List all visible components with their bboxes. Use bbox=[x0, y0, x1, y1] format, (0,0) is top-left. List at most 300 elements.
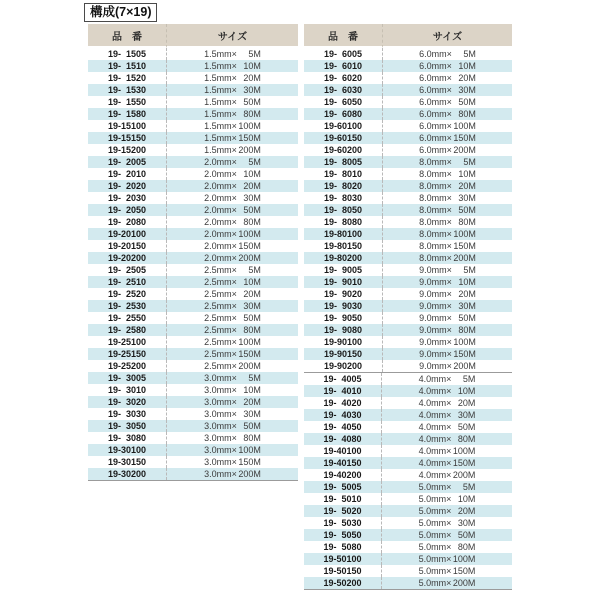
size-dimension: 2.0mm× bbox=[204, 253, 237, 263]
table-row bbox=[304, 348, 512, 360]
size-cell bbox=[382, 529, 512, 541]
size-length: 5M bbox=[248, 373, 261, 383]
size-dimension: 2.0mm× bbox=[204, 241, 237, 251]
size-length: 150M bbox=[238, 241, 261, 251]
size-cell bbox=[167, 276, 298, 288]
part-number-cell: 19- 2505 bbox=[88, 264, 167, 276]
size-dimension: 3.0mm× bbox=[204, 397, 237, 407]
size-cell bbox=[383, 312, 512, 324]
size-cell bbox=[167, 144, 298, 156]
size-dimension: 8.0mm× bbox=[419, 181, 452, 191]
table-row bbox=[88, 456, 298, 468]
table-row bbox=[304, 577, 512, 589]
size-dimension: 1.5mm× bbox=[204, 121, 237, 131]
size-cell bbox=[167, 396, 298, 408]
size-length: 30M bbox=[458, 85, 476, 95]
part-number-cell: 19-60100 bbox=[304, 120, 383, 132]
size-length: 30M bbox=[458, 301, 476, 311]
part-number-cell: 19- 5050 bbox=[304, 529, 382, 541]
size-cell bbox=[167, 444, 298, 456]
table-row bbox=[88, 252, 298, 264]
size-dimension: 8.0mm× bbox=[419, 217, 452, 227]
size-dimension: 8.0mm× bbox=[419, 253, 452, 263]
size-length: 30M bbox=[243, 193, 261, 203]
size-length: 80M bbox=[458, 217, 476, 227]
size-cell bbox=[167, 324, 298, 336]
size-length: 10M bbox=[243, 277, 261, 287]
table-row bbox=[88, 444, 298, 456]
size-cell bbox=[383, 264, 512, 276]
part-number-cell: 19- 2020 bbox=[88, 180, 167, 192]
size-dimension: 8.0mm× bbox=[419, 229, 452, 239]
size-length: 10M bbox=[243, 61, 261, 71]
table-row bbox=[88, 432, 298, 444]
part-number-cell: 19- 9050 bbox=[304, 312, 383, 324]
size-length: 200M bbox=[453, 145, 476, 155]
part-number-cell: 19- 8020 bbox=[304, 180, 383, 192]
size-length: 80M bbox=[243, 217, 261, 227]
part-number-cell: 19- 3050 bbox=[88, 420, 167, 432]
size-cell bbox=[167, 252, 298, 264]
size-length: 200M bbox=[452, 470, 476, 480]
size-length: 80M bbox=[458, 109, 476, 119]
part-number-cell: 19-15150 bbox=[88, 132, 167, 144]
table-row bbox=[304, 373, 512, 385]
part-number-cell: 19- 6050 bbox=[304, 96, 383, 108]
size-dimension: 3.0mm× bbox=[204, 469, 237, 479]
size-cell bbox=[167, 420, 298, 432]
size-length: 10M bbox=[458, 169, 476, 179]
size-length: 150M bbox=[453, 349, 476, 359]
size-cell bbox=[167, 288, 298, 300]
size-dimension: 5.0mm× bbox=[418, 542, 452, 552]
table-row bbox=[88, 420, 298, 432]
part-number-cell: 19-25150 bbox=[88, 348, 167, 360]
size-length: 50M bbox=[458, 97, 476, 107]
size-length: 200M bbox=[238, 145, 261, 155]
table-row bbox=[88, 264, 298, 276]
part-number-cell: 19- 6030 bbox=[304, 84, 383, 96]
size-length: 20M bbox=[243, 397, 261, 407]
size-length: 5M bbox=[463, 265, 476, 275]
part-number-cell: 19- 1530 bbox=[88, 84, 167, 96]
table-row bbox=[88, 408, 298, 420]
size-length: 100M bbox=[453, 337, 476, 347]
size-cell bbox=[383, 192, 512, 204]
part-number-cell: 19-60200 bbox=[304, 144, 383, 156]
table-row bbox=[88, 384, 298, 396]
table-row bbox=[304, 517, 512, 529]
size-dimension: 9.0mm× bbox=[419, 277, 452, 287]
size-cell bbox=[383, 288, 512, 300]
size-length: 20M bbox=[458, 73, 476, 83]
size-dimension: 6.0mm× bbox=[419, 85, 452, 95]
size-length: 80M bbox=[458, 325, 476, 335]
part-number-cell: 19- 6020 bbox=[304, 72, 383, 84]
part-number-cell: 19- 3080 bbox=[88, 432, 167, 444]
table-row bbox=[88, 72, 298, 84]
table-row bbox=[304, 240, 512, 252]
part-number-cell: 19- 2030 bbox=[88, 192, 167, 204]
size-dimension: 8.0mm× bbox=[419, 193, 452, 203]
part-number-cell: 19- 8005 bbox=[304, 156, 383, 168]
size-cell bbox=[383, 144, 512, 156]
part-number-cell: 19- 8030 bbox=[304, 192, 383, 204]
table-row bbox=[304, 72, 512, 84]
size-dimension: 4.0mm× bbox=[418, 386, 452, 396]
size-cell bbox=[383, 168, 512, 180]
size-length: 200M bbox=[453, 361, 476, 371]
size-length: 50M bbox=[458, 205, 476, 215]
size-cell bbox=[382, 457, 512, 469]
right-column bbox=[304, 24, 512, 590]
table-row bbox=[304, 120, 512, 132]
part-number-cell: 19- 2010 bbox=[88, 168, 167, 180]
table-row bbox=[88, 108, 298, 120]
size-cell bbox=[383, 180, 512, 192]
size-dimension: 4.0mm× bbox=[418, 410, 452, 420]
size-length: 30M bbox=[457, 518, 476, 528]
size-cell bbox=[382, 577, 512, 589]
part-number-cell: 19-20100 bbox=[88, 228, 167, 240]
table-row bbox=[304, 565, 512, 577]
size-cell bbox=[383, 84, 512, 96]
size-length: 30M bbox=[243, 301, 261, 311]
table-row bbox=[304, 433, 512, 445]
part-number-cell: 19-80100 bbox=[304, 228, 383, 240]
part-number-cell: 19- 4005 bbox=[304, 373, 382, 385]
table-row bbox=[304, 541, 512, 553]
size-length: 100M bbox=[238, 337, 261, 347]
size-dimension: 6.0mm× bbox=[419, 49, 452, 59]
part-number-cell: 19- 1510 bbox=[88, 60, 167, 72]
left-column bbox=[88, 24, 298, 481]
size-dimension: 4.0mm× bbox=[418, 374, 452, 384]
table-row bbox=[304, 300, 512, 312]
size-dimension: 2.0mm× bbox=[204, 217, 237, 227]
part-number-cell: 19- 2080 bbox=[88, 216, 167, 228]
part-number-cell: 19- 5010 bbox=[304, 493, 382, 505]
size-dimension: 8.0mm× bbox=[419, 157, 452, 167]
size-cell bbox=[383, 108, 512, 120]
part-number-cell: 19- 4050 bbox=[304, 421, 382, 433]
size-length: 80M bbox=[243, 433, 261, 443]
part-number-cell: 19- 2005 bbox=[88, 156, 167, 168]
size-cell bbox=[383, 336, 512, 348]
table-row bbox=[88, 228, 298, 240]
part-number-cell: 19- 1520 bbox=[88, 72, 167, 84]
size-dimension: 5.0mm× bbox=[418, 494, 452, 504]
size-cell bbox=[383, 276, 512, 288]
size-dimension: 1.5mm× bbox=[204, 49, 237, 59]
size-cell bbox=[382, 373, 512, 385]
size-cell bbox=[383, 156, 512, 168]
size-dimension: 9.0mm× bbox=[419, 289, 452, 299]
size-dimension: 5.0mm× bbox=[418, 530, 452, 540]
size-length: 20M bbox=[457, 506, 476, 516]
size-cell bbox=[383, 60, 512, 72]
size-header: サイズ bbox=[383, 24, 512, 48]
table-row bbox=[88, 132, 298, 144]
table-row bbox=[88, 156, 298, 168]
size-cell bbox=[167, 216, 298, 228]
size-cell bbox=[382, 565, 512, 577]
size-cell bbox=[382, 433, 512, 445]
table-row bbox=[88, 60, 298, 72]
size-cell bbox=[383, 360, 512, 372]
size-cell bbox=[382, 493, 512, 505]
size-cell bbox=[382, 541, 512, 553]
part-number-cell: 19-60150 bbox=[304, 132, 383, 144]
table-row bbox=[88, 96, 298, 108]
table-row bbox=[304, 156, 512, 168]
size-length: 150M bbox=[238, 133, 261, 143]
size-dimension: 8.0mm× bbox=[419, 241, 452, 251]
size-cell bbox=[382, 445, 512, 457]
size-dimension: 2.5mm× bbox=[204, 325, 237, 335]
table-row bbox=[304, 144, 512, 156]
part-number-cell: 19- 2530 bbox=[88, 300, 167, 312]
part-number-cell: 19-40200 bbox=[304, 469, 382, 481]
part-number-cell: 19- 9005 bbox=[304, 264, 383, 276]
table-row bbox=[304, 276, 512, 288]
size-length: 5M bbox=[462, 482, 476, 492]
table-row bbox=[88, 348, 298, 360]
size-length: 5M bbox=[463, 157, 476, 167]
table-row bbox=[88, 216, 298, 228]
size-length: 5M bbox=[463, 49, 476, 59]
size-length: 10M bbox=[243, 169, 261, 179]
size-cell bbox=[383, 72, 512, 84]
table-row bbox=[304, 84, 512, 96]
table-row bbox=[88, 288, 298, 300]
table-row bbox=[304, 481, 512, 493]
part-number-cell: 19- 2510 bbox=[88, 276, 167, 288]
size-cell bbox=[383, 204, 512, 216]
part-number-cell: 19-90200 bbox=[304, 360, 383, 372]
size-length: 20M bbox=[243, 289, 261, 299]
size-dimension: 2.5mm× bbox=[204, 289, 237, 299]
size-cell bbox=[383, 240, 512, 252]
part-number-cell: 19-40150 bbox=[304, 457, 382, 469]
size-length: 150M bbox=[238, 457, 261, 467]
size-dimension: 1.5mm× bbox=[204, 73, 237, 83]
size-length: 10M bbox=[458, 277, 476, 287]
size-length: 200M bbox=[452, 578, 476, 588]
size-dimension: 3.0mm× bbox=[204, 385, 237, 395]
table-row bbox=[304, 96, 512, 108]
part-number-cell: 19-25200 bbox=[88, 360, 167, 372]
size-cell bbox=[167, 96, 298, 108]
size-dimension: 2.0mm× bbox=[204, 181, 237, 191]
size-dimension: 4.0mm× bbox=[418, 458, 452, 468]
size-dimension: 1.5mm× bbox=[204, 133, 237, 143]
size-cell bbox=[383, 96, 512, 108]
size-cell bbox=[382, 481, 512, 493]
table-row bbox=[304, 445, 512, 457]
size-cell bbox=[382, 505, 512, 517]
table-row bbox=[88, 336, 298, 348]
size-length: 10M bbox=[458, 61, 476, 71]
part-number-cell: 19- 4010 bbox=[304, 385, 382, 397]
table-row bbox=[304, 216, 512, 228]
size-cell bbox=[167, 408, 298, 420]
table-row bbox=[88, 324, 298, 336]
size-length: 150M bbox=[452, 458, 476, 468]
size-cell bbox=[383, 348, 512, 360]
table-row bbox=[88, 468, 298, 480]
size-length: 10M bbox=[457, 386, 476, 396]
table-row bbox=[304, 108, 512, 120]
part-number-cell: 19- 9010 bbox=[304, 276, 383, 288]
part-number-cell: 19- 8050 bbox=[304, 204, 383, 216]
size-dimension: 3.0mm× bbox=[204, 373, 237, 383]
size-dimension: 3.0mm× bbox=[204, 421, 237, 431]
size-dimension: 2.5mm× bbox=[204, 277, 237, 287]
size-dimension: 6.0mm× bbox=[419, 73, 452, 83]
size-dimension: 2.0mm× bbox=[204, 193, 237, 203]
size-length: 50M bbox=[243, 313, 261, 323]
size-length: 30M bbox=[458, 193, 476, 203]
size-dimension: 6.0mm× bbox=[419, 109, 452, 119]
size-cell bbox=[167, 372, 298, 384]
size-dimension: 4.0mm× bbox=[418, 434, 452, 444]
size-length: 5M bbox=[248, 49, 261, 59]
part-number-cell: 19-50200 bbox=[304, 577, 382, 589]
part-number-cell: 19- 8080 bbox=[304, 216, 383, 228]
part-number-cell: 19- 1580 bbox=[88, 108, 167, 120]
part-number-header: 品 番 bbox=[88, 24, 167, 48]
size-dimension: 5.0mm× bbox=[418, 506, 452, 516]
header-row bbox=[88, 24, 298, 48]
part-number-cell: 19- 3030 bbox=[88, 408, 167, 420]
size-length: 150M bbox=[238, 349, 261, 359]
size-dimension: 2.5mm× bbox=[204, 337, 237, 347]
part-number-cell: 19- 3020 bbox=[88, 396, 167, 408]
size-length: 50M bbox=[457, 530, 476, 540]
table-row bbox=[88, 276, 298, 288]
part-number-cell: 19-90100 bbox=[304, 336, 383, 348]
part-number-cell: 19- 2050 bbox=[88, 204, 167, 216]
part-number-cell: 19- 2580 bbox=[88, 324, 167, 336]
size-length: 20M bbox=[458, 181, 476, 191]
part-number-cell: 19-30200 bbox=[88, 468, 167, 480]
size-length: 5M bbox=[462, 374, 476, 384]
size-length: 100M bbox=[452, 446, 476, 456]
size-dimension: 2.0mm× bbox=[204, 157, 237, 167]
size-length: 150M bbox=[453, 133, 476, 143]
table-row bbox=[88, 204, 298, 216]
size-dimension: 9.0mm× bbox=[419, 361, 452, 371]
part-number-cell: 19- 8010 bbox=[304, 168, 383, 180]
part-number-cell: 19- 4030 bbox=[304, 409, 382, 421]
size-dimension: 4.0mm× bbox=[418, 422, 452, 432]
table-row bbox=[88, 48, 298, 60]
size-length: 100M bbox=[453, 121, 476, 131]
size-length: 150M bbox=[452, 566, 476, 576]
size-cell bbox=[167, 84, 298, 96]
size-dimension: 9.0mm× bbox=[419, 325, 452, 335]
table-row bbox=[88, 360, 298, 372]
size-length: 50M bbox=[458, 313, 476, 323]
size-cell bbox=[167, 156, 298, 168]
size-cell bbox=[167, 264, 298, 276]
size-dimension: 3.0mm× bbox=[204, 445, 237, 455]
part-number-cell: 19- 4080 bbox=[304, 433, 382, 445]
size-dimension: 1.5mm× bbox=[204, 145, 237, 155]
part-number-cell: 19- 2520 bbox=[88, 288, 167, 300]
part-number-header: 品 番 bbox=[304, 24, 383, 48]
page-title: 構成(7×19) bbox=[84, 3, 157, 22]
size-cell bbox=[167, 456, 298, 468]
part-number-cell: 19- 6010 bbox=[304, 60, 383, 72]
size-dimension: 1.5mm× bbox=[204, 61, 237, 71]
part-number-cell: 19- 5020 bbox=[304, 505, 382, 517]
size-cell bbox=[382, 421, 512, 433]
size-length: 100M bbox=[238, 229, 261, 239]
part-number-cell: 19- 9020 bbox=[304, 288, 383, 300]
size-length: 80M bbox=[457, 434, 476, 444]
part-number-cell: 19-40100 bbox=[304, 445, 382, 457]
size-dimension: 5.0mm× bbox=[418, 554, 452, 564]
size-cell bbox=[167, 384, 298, 396]
part-number-cell: 19- 5005 bbox=[304, 481, 382, 493]
size-dimension: 8.0mm× bbox=[419, 205, 452, 215]
size-length: 200M bbox=[238, 253, 261, 263]
size-cell bbox=[167, 72, 298, 84]
size-dimension: 5.0mm× bbox=[418, 518, 452, 528]
size-length: 80M bbox=[243, 325, 261, 335]
table-row bbox=[304, 505, 512, 517]
size-dimension: 2.0mm× bbox=[204, 169, 237, 179]
part-number-cell: 19- 9030 bbox=[304, 300, 383, 312]
size-length: 50M bbox=[457, 422, 476, 432]
size-cell bbox=[167, 60, 298, 72]
table-row bbox=[88, 372, 298, 384]
part-number-cell: 19-90150 bbox=[304, 348, 383, 360]
size-length: 150M bbox=[453, 241, 476, 251]
size-dimension: 3.0mm× bbox=[204, 457, 237, 467]
size-dimension: 2.5mm× bbox=[204, 349, 237, 359]
size-cell bbox=[383, 300, 512, 312]
size-cell bbox=[382, 397, 512, 409]
part-number-cell: 19-80150 bbox=[304, 240, 383, 252]
table-row bbox=[304, 397, 512, 409]
size-length: 100M bbox=[238, 445, 261, 455]
size-cell bbox=[167, 120, 298, 132]
size-length: 20M bbox=[457, 398, 476, 408]
table-row bbox=[304, 192, 512, 204]
size-dimension: 9.0mm× bbox=[419, 349, 452, 359]
size-dimension: 9.0mm× bbox=[419, 265, 452, 275]
table-row bbox=[304, 228, 512, 240]
part-number-cell: 19- 1505 bbox=[88, 48, 167, 60]
size-cell bbox=[167, 300, 298, 312]
size-dimension: 5.0mm× bbox=[418, 578, 452, 588]
size-dimension: 6.0mm× bbox=[419, 133, 452, 143]
size-cell bbox=[382, 553, 512, 565]
size-cell bbox=[167, 312, 298, 324]
size-length: 10M bbox=[243, 385, 261, 395]
table-row bbox=[304, 264, 512, 276]
part-number-cell: 19-15100 bbox=[88, 120, 167, 132]
part-number-cell: 19- 9080 bbox=[304, 324, 383, 336]
size-length: 20M bbox=[458, 289, 476, 299]
size-dimension: 9.0mm× bbox=[419, 313, 452, 323]
table-row bbox=[88, 240, 298, 252]
size-length: 80M bbox=[243, 109, 261, 119]
size-length: 50M bbox=[243, 421, 261, 431]
